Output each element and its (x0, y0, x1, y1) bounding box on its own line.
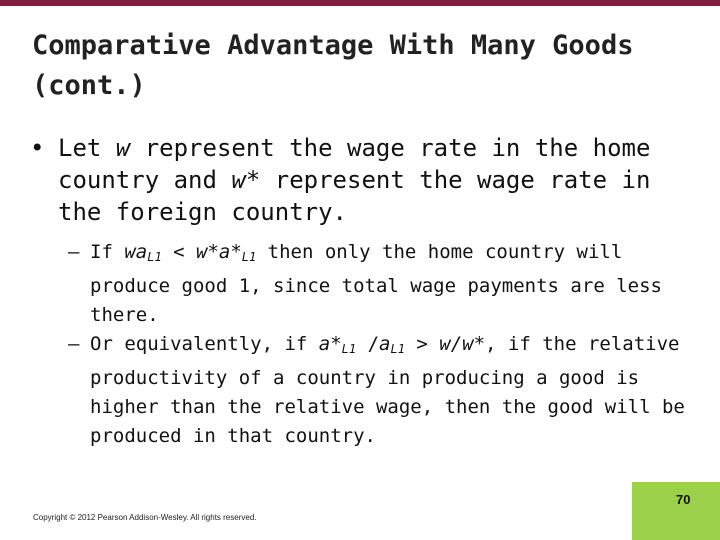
subscript: L1 (341, 342, 357, 356)
bullet-item (30, 132, 690, 228)
sub-text-part: Or equivalently, if (90, 333, 319, 355)
bullet-text (58, 132, 688, 228)
subscript: L1 (390, 342, 405, 356)
bullet-text-part: Let (58, 134, 116, 162)
slide-title: Comparative Advantage With Many Goods (cont.) (32, 30, 634, 101)
var-w-over-w-star: w/w* (439, 333, 486, 355)
sub-bullet-item (68, 238, 688, 330)
var-w: w (115, 134, 131, 162)
var-a-star: a* (318, 333, 342, 355)
page-number: 70 (676, 492, 691, 507)
slash: / (356, 333, 380, 355)
less-than: < (161, 241, 196, 263)
top-accent-bar (0, 0, 720, 6)
var-wa: wa (124, 241, 148, 263)
sub-text-part: then only the home country will produce good 1, since total wage payments are less there. (90, 241, 662, 326)
subscript: L1 (241, 250, 257, 264)
sub-bullet-text (90, 238, 688, 330)
bullet-marker: • (30, 134, 45, 162)
sub-bullet-marker: – (68, 241, 80, 263)
page-number-box (632, 482, 720, 540)
bullet-text-part: represent the wage rate in the home country and (58, 134, 651, 194)
bullet-text-part: represent the wage rate in the foreign country. (58, 166, 651, 226)
var-w-star-a-star: w*a* (196, 241, 242, 263)
var-a: a (379, 333, 391, 355)
subscript: L1 (147, 250, 162, 264)
sub-text-part: If (90, 241, 125, 263)
sub-bullet-item (68, 330, 688, 451)
sub-bullet-text (90, 330, 688, 451)
sub-bullet-list (68, 238, 688, 451)
greater-than: > (404, 333, 440, 355)
var-w-star: w* (231, 166, 261, 194)
sub-text-part: , if the relative productivity of a country in producing a good is higher than the relative wage, then the good will be produced in that country. (90, 333, 685, 447)
copyright-footer: Copyright © 2012 Pearson Addison-Wesley. All rights reserved. (33, 513, 257, 522)
sub-bullet-marker: – (68, 333, 80, 355)
